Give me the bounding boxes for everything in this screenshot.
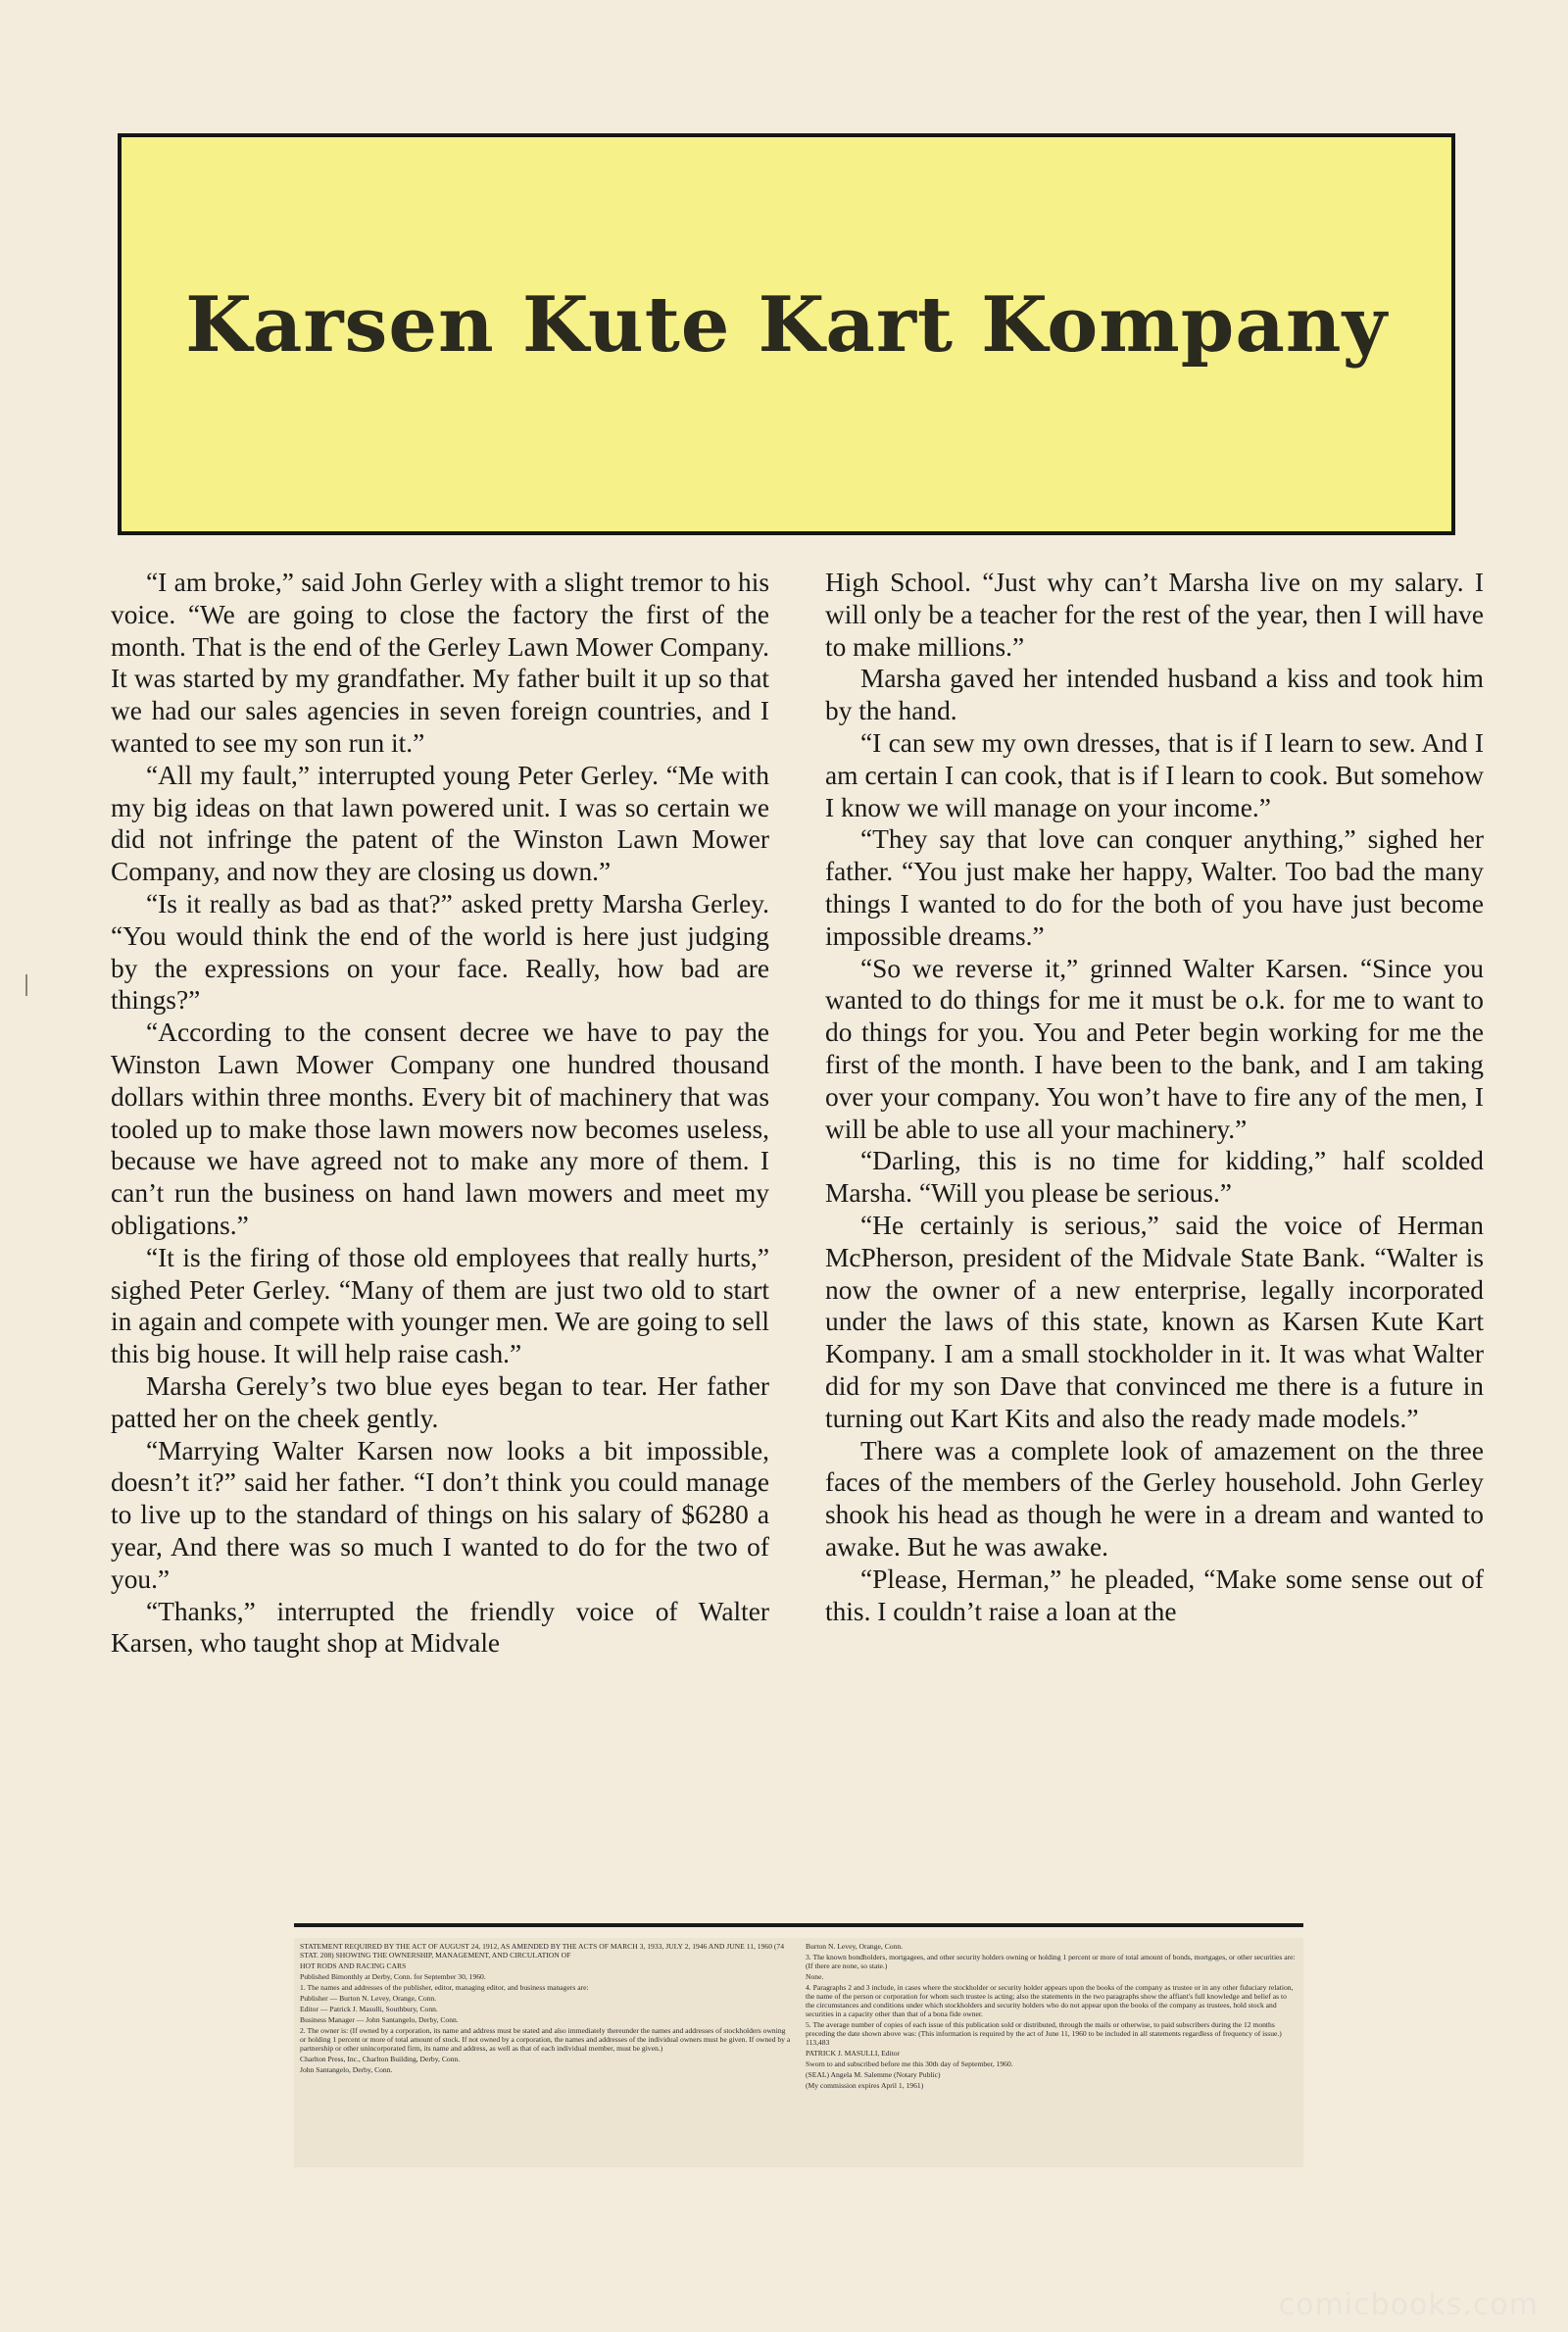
statement-line: Publisher — Burton N. Levey, Orange, Conn. bbox=[300, 1994, 437, 2003]
statement-line: 3. The known bondholders, mortgagees, and other security holders owning or holding 1 percent or more of total amount of bonds, mortgages, or other securities are: (If there are none, so state.) bbox=[806, 1953, 1296, 1970]
divider bbox=[294, 1923, 1303, 1927]
paragraph: There was a complete look of amazement on the three faces of the members of the Gerley household. John Gerley shook his head as though he were in a dream and wanted to awake. But he was awake. bbox=[825, 1435, 1484, 1562]
statement-line: PATRICK J. MASULLI, Editor bbox=[806, 2049, 901, 2058]
paragraph: “All my fault,” interrupted young Peter Gerley. “Me with my big ideas on that lawn powered unit. I was so certain we did not infringe the patent of the Winston Lawn Mower Company, and now they are closing us down.” bbox=[111, 760, 769, 887]
statement-column-right bbox=[806, 1942, 1298, 2163]
statement-line: 1. The names and addresses of the publisher, editor, managing editor, and business managers are: bbox=[300, 1983, 589, 1992]
paragraph: “It is the firing of those old employees that really hurts,” sighed Peter Gerley. “Many of them are just two old to start in again and compete with younger men. We are going to sell this big house. It will help raise cash.” bbox=[111, 1242, 769, 1369]
title-banner bbox=[118, 133, 1455, 535]
margin-mark bbox=[25, 974, 27, 996]
statement-line: Editor — Patrick J. Masulli, Southbury, Conn. bbox=[300, 2005, 438, 2013]
paragraph: “Please, Herman,” he pleaded, “Make some sense out of this. I couldn’t raise a loan at the bbox=[825, 1563, 1484, 1626]
paragraph: “Is it really as bad as that?” asked pretty Marsha Gerley. “You would think the end of the world is here just judging by the expressions on your face. Really, how bad are things?” bbox=[111, 888, 769, 1016]
ownership-statement bbox=[294, 1938, 1303, 2167]
statement-line: 2. The owner is: (If owned by a corporation, its name and address must be stated and also immediately thereunder the names and addresses of stockholders owning or holding 1 percent or more of total amount of stock. If not owned by a corporation, the names and addresses of the individual owners must be given. If owned by a partnership or other unincorporated firm, its name and address, as well as that of each individual member, must be given.) bbox=[300, 2026, 791, 2053]
statement-line: STATEMENT REQUIRED BY THE ACT OF AUGUST 24, 1912, AS AMENDED BY THE ACTS OF MARCH 3, 1933, JULY 2, 1946 AND JUNE 11, 1960 (74 STAT. 208) SHOWING THE OWNERSHIP, MANAGEMENT, AND CIRCULATION OF bbox=[300, 1942, 785, 1960]
statement-line: None. bbox=[806, 1972, 824, 1981]
statement-line: 5. The average number of copies of each issue of this publication sold or distributed, through the mails or otherwise, to paid subscribers during the 12 months preceding the date shown above was: (This information is required by the act of June 11, 1960 to be included in all statements regardless of frequency of issue.) 113,483 bbox=[806, 2020, 1282, 2047]
statement-line: John Santangelo, Derby, Conn. bbox=[300, 2065, 393, 2074]
watermark: comicbooks.com bbox=[1278, 2288, 1539, 2322]
statement-line: 4. Paragraphs 2 and 3 include, in cases where the stockholder or security holder appears upon the books of the company as trustee or in any other fiduciary relation, the name of the person or corporation for whom such trustee is acting; also the statements in the two paragraphs show the affiant's full knowledge and belief as to the circumstances and conditions under which stockholders and security holders who do not appear upon the books of the company as trustees, hold stock and securities in a capacity other than that of a bona fide owner. bbox=[806, 1983, 1294, 2018]
story-column-right bbox=[825, 567, 1484, 1627]
paragraph: “According to the consent decree we have to pay the Winston Lawn Mower Company one hundred thousand dollars within three months. Every bit of machinery that was tooled up to make those lawn mowers now becomes useless, because we have agreed not to make any more of them. I can’t run the business on hand lawn mowers and meet my obligations.” bbox=[111, 1017, 769, 1240]
statement-line: (My commission expires April 1, 1961) bbox=[806, 2081, 924, 2090]
paragraph: “They say that love can conquer anything,” sighed her father. “You just make her happy, Walter. Too bad the many things I wanted to do for the both of you have just become impossible dreams.” bbox=[825, 824, 1484, 951]
paragraph: Marsha gaved her intended husband a kiss and took him by the hand. bbox=[825, 664, 1484, 726]
statement-line: (SEAL) Angela M. Salemme (Notary Public) bbox=[806, 2070, 941, 2079]
paragraph: “So we reverse it,” grinned Walter Karsen. “Since you wanted to do things for me it must be o.k. for me to want to do things for you. You and Peter begin working for me the first of the month. I have been to the bank, and I am taking over your company. You won’t have to fire any of the men, I will be able to use all your machinery.” bbox=[825, 953, 1484, 1144]
paragraph: “Marrying Walter Karsen now looks a bit impossible, doesn’t it?” said her father. “I don’t think you could manage to live up to the standard of things on his salary of $6280 a year, And there was so much I wanted to do for the two of you.” bbox=[111, 1435, 769, 1594]
paragraph: “I am broke,” said John Gerley with a slight tremor to his voice. “We are going to close the factory the first of the month. That is the end of the Gerley Lawn Mower Company. It was started by my grandfather. My father built it up so that we had our sales agencies in seven foreign countries, and I wanted to see my son run it.” bbox=[111, 568, 769, 758]
statement-line: Sworn to and subscribed before me this 30th day of September, 1960. bbox=[806, 2059, 1013, 2068]
statement-column-left bbox=[300, 1942, 792, 2163]
statement-line: Business Manager — John Santangelo, Derby, Conn. bbox=[300, 2015, 459, 2024]
paragraph: High School. “Just why can’t Marsha live on my salary. I will only be a teacher for the rest of the year, then I will have to make millions.” bbox=[825, 568, 1484, 662]
statement-line: Charlton Press, Inc., Charlton Building, Derby, Conn. bbox=[300, 2055, 461, 2063]
paragraph: “Thanks,” interrupted the friendly voice of Walter Karsen, who taught shop at Midvale bbox=[111, 1596, 769, 1659]
statement-line: HOT RODS AND RACING CARS bbox=[300, 1961, 407, 1970]
story-column-left bbox=[111, 567, 769, 1660]
paragraph: Marsha Gerely’s two blue eyes began to tear. Her father patted her on the cheek gently. bbox=[111, 1370, 769, 1433]
page-title: Karsen Kute Kart Kompany bbox=[185, 279, 1388, 370]
statement-line: Burton N. Levey, Orange, Conn. bbox=[806, 1942, 904, 1951]
paragraph: “Darling, this is no time for kidding,” half scolded Marsha. “Will you please be serious.” bbox=[825, 1146, 1484, 1209]
statement-line: Published Bimonthly at Derby, Conn. for September 30, 1960. bbox=[300, 1972, 486, 1981]
paragraph: “He certainly is serious,” said the voice of Herman McPherson, president of the Midvale State Bank. “Walter is now the owner of a new enterprise, legally incorporated under the laws of this state, known as Karsen Kute Kart Kompany. I am a small stockholder in it. It was what Walter did for my son Dave that convinced me there is a future in turning out Kart Kits and also the ready made models.” bbox=[825, 1210, 1484, 1433]
paragraph: “I can sew my own dresses, that is if I learn to sew. And I am certain I can cook, that is if I learn to cook. But somehow I know we will manage on your income.” bbox=[825, 727, 1484, 822]
